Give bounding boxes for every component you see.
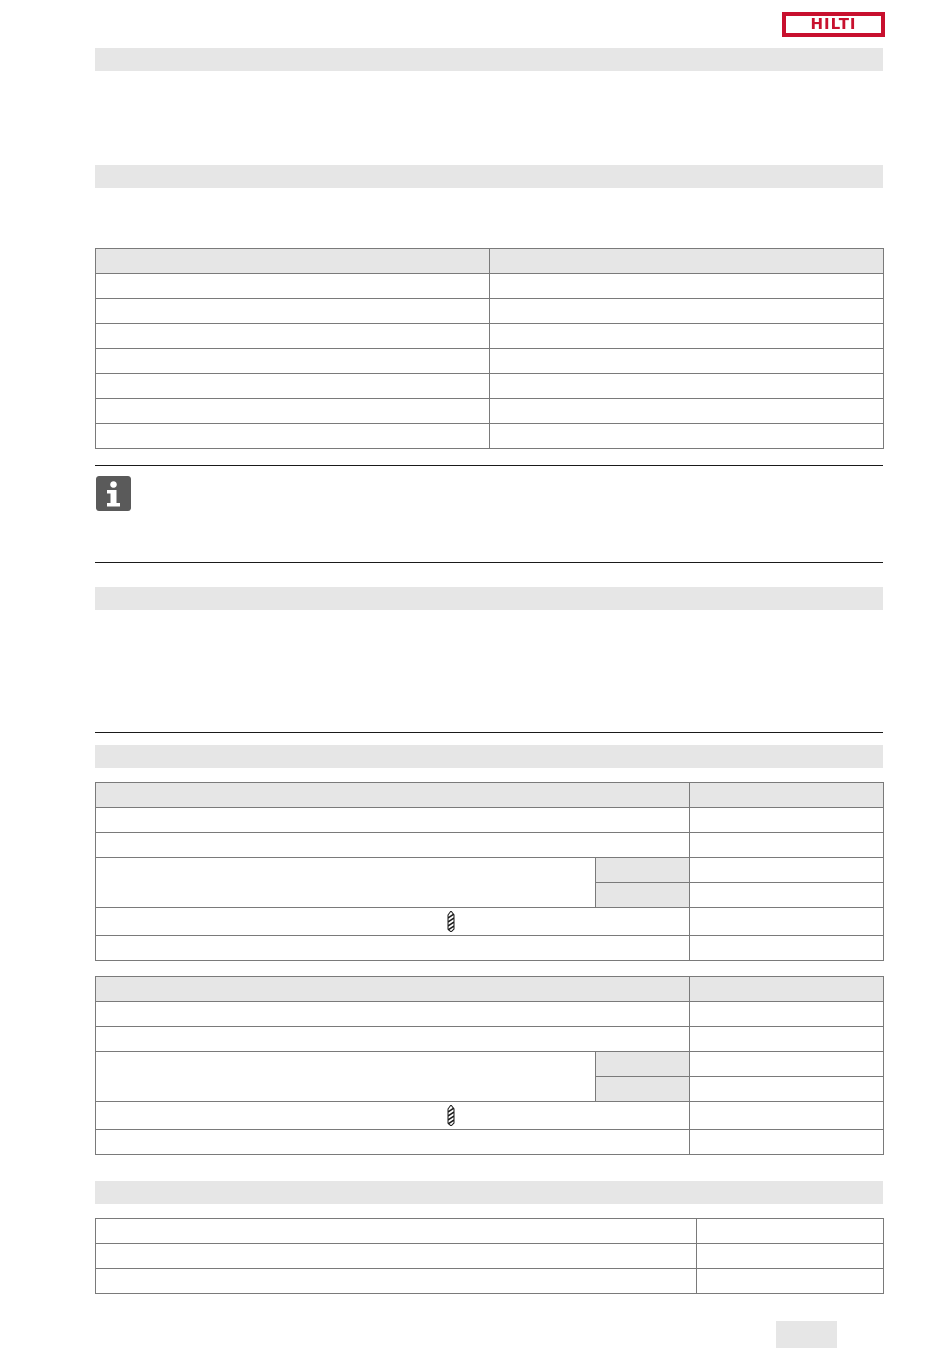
table-cell <box>690 908 884 936</box>
section-heading-2 <box>95 165 883 188</box>
table-row <box>96 936 884 961</box>
table-cell <box>697 1244 884 1269</box>
table-cell <box>690 1102 884 1130</box>
table-row <box>96 374 884 399</box>
table-row <box>96 833 884 858</box>
table-cell <box>96 1102 690 1130</box>
table-cell <box>490 274 884 299</box>
note-bottom-rule <box>95 562 883 563</box>
table-header-cell <box>96 249 490 274</box>
table-cell <box>96 299 490 324</box>
table-cell <box>96 1052 596 1102</box>
table-row <box>96 1219 884 1244</box>
page-number-tab <box>776 1321 837 1348</box>
drill-bit-icon <box>447 1105 455 1126</box>
table-cell <box>96 1002 690 1027</box>
table-header-row <box>96 783 884 808</box>
table-header-cell <box>96 783 690 808</box>
technical-data-table-a <box>95 782 884 961</box>
logo-text: HILTI <box>810 15 857 33</box>
table-cell <box>96 324 490 349</box>
table-cell <box>96 1244 697 1269</box>
table-row <box>96 1102 884 1130</box>
table-cell <box>690 1130 884 1155</box>
table-cell <box>96 349 490 374</box>
table-cell <box>96 374 490 399</box>
table-row <box>96 1244 884 1269</box>
table-cell <box>490 399 884 424</box>
specification-table-1 <box>95 248 884 449</box>
section-heading-5 <box>95 1181 883 1204</box>
table-cell <box>690 883 884 908</box>
table-cell <box>96 424 490 449</box>
table-cell <box>490 299 884 324</box>
table-cell <box>490 349 884 374</box>
table-header-cell <box>96 977 690 1002</box>
table-cell <box>690 1002 884 1027</box>
table-cell <box>96 833 690 858</box>
table-cell <box>697 1219 884 1244</box>
table-header-row <box>96 977 884 1002</box>
section-heading-3 <box>95 587 883 610</box>
table-cell <box>697 1269 884 1294</box>
hilti-logo <box>782 12 885 37</box>
table-cell <box>690 1052 884 1077</box>
table-subheader-cell <box>596 858 690 883</box>
section-heading-4 <box>95 745 883 768</box>
table-cell <box>690 858 884 883</box>
table-row <box>96 1052 884 1077</box>
table-cell <box>690 1077 884 1102</box>
table-cell <box>490 374 884 399</box>
table-cell <box>690 1027 884 1052</box>
table-row <box>96 1269 884 1294</box>
info-glyph <box>96 476 131 511</box>
table-cell <box>96 274 490 299</box>
table-cell <box>96 1130 690 1155</box>
table-row <box>96 274 884 299</box>
table-cell <box>490 424 884 449</box>
table-row <box>96 1002 884 1027</box>
table-header-cell <box>690 977 884 1002</box>
table-header-cell <box>490 249 884 274</box>
table-cell <box>96 908 690 936</box>
table-subheader-cell <box>596 1052 690 1077</box>
table-cell <box>96 1219 697 1244</box>
section-divider-rule <box>95 732 883 733</box>
table-row <box>96 1130 884 1155</box>
table-row <box>96 349 884 374</box>
table-cell <box>690 833 884 858</box>
table-row <box>96 324 884 349</box>
table-subheader-cell <box>596 1077 690 1102</box>
table-cell <box>690 808 884 833</box>
table-row <box>96 424 884 449</box>
specification-table-4 <box>95 1218 884 1294</box>
table-subheader-cell <box>596 883 690 908</box>
logo-plate <box>786 16 881 33</box>
technical-data-table-b <box>95 976 884 1155</box>
table-cell <box>96 1027 690 1052</box>
table-cell <box>490 324 884 349</box>
table-header-cell <box>690 783 884 808</box>
table-cell <box>96 808 690 833</box>
note-top-rule <box>95 465 883 466</box>
table-cell <box>96 1269 697 1294</box>
table-cell <box>96 399 490 424</box>
table-cell <box>96 858 596 908</box>
drill-bit-icon <box>447 911 455 932</box>
table-row <box>96 858 884 883</box>
table-row <box>96 399 884 424</box>
table-row <box>96 1027 884 1052</box>
table-cell <box>690 936 884 961</box>
table-row <box>96 808 884 833</box>
table-header-row <box>96 249 884 274</box>
table-cell <box>96 936 690 961</box>
table-row <box>96 299 884 324</box>
info-icon <box>96 476 131 511</box>
table-row <box>96 908 884 936</box>
section-heading-1 <box>95 48 883 71</box>
